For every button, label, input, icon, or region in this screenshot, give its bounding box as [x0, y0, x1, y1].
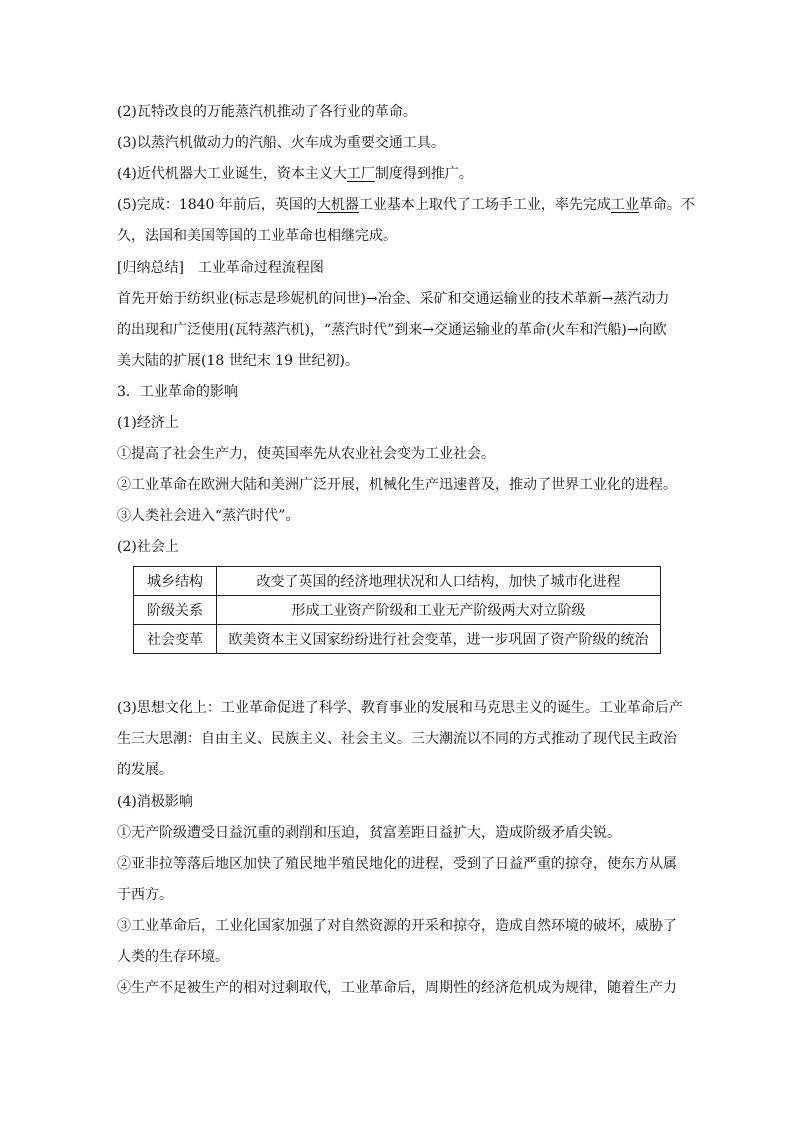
text-line: 首先开始于纺织业(标志是珍妮机的问世)→冶金、采矿和交通运输业的技术革新→蒸汽动力: [117, 291, 670, 307]
text-line: (3)以蒸汽机做动力的汽船、火车成为重要交通工具。: [117, 135, 445, 151]
section-heading: 3．工业革命的影响: [117, 384, 238, 400]
text-line: 人类的生存环境。: [117, 949, 229, 965]
text-line: (3)思想文化上：工业革命促进了科学、教育事业的发展和马克思主义的诞生。工业革命后产: [117, 700, 683, 716]
underlined-term: 工业: [610, 197, 639, 213]
summary-heading: [归纳总结] 工业革命过程流程图: [117, 260, 324, 276]
text-line: 的发展。: [117, 762, 173, 778]
underlined-term: 大机器: [316, 197, 359, 213]
social-impact-table: [133, 566, 661, 654]
text-line: 美大陆的扩展(18 世纪末 19 世纪初)。: [117, 353, 359, 369]
table-cell-value: 改变了英国的经济地理状况和人口结构，加快了城市化进程: [217, 567, 661, 596]
text-segment: 工业基本上取代了工场手工业，率先完成: [358, 197, 611, 213]
text-line: (2)瓦特改良的万能蒸汽机推动了各行业的革命。: [117, 104, 417, 120]
text-line: [117, 164, 473, 184]
text-segment: 制度得到推广。: [374, 166, 473, 182]
table-row: [134, 567, 661, 596]
table-row: [134, 625, 661, 654]
text-line: ①提高了社会生产力，使英国率先从农业社会变为工业社会。: [117, 446, 495, 462]
text-line: 久，法国和美国等国的工业革命也相继完成。: [117, 228, 397, 244]
text-segment: (5)完成：1840 年前后，英国的: [117, 197, 317, 213]
text-line: [117, 195, 695, 215]
underlined-term: 工厂: [346, 166, 375, 182]
text-line: ④生产不足被生产的相对过剩取代，工业革命后，周期性的经济危机成为规律，随着生产力: [117, 980, 677, 996]
table-cell-key: 城乡结构: [134, 567, 217, 596]
text-line: 于西方。: [117, 887, 173, 903]
text-segment: (4)近代机器大工业诞生，资本主义大: [117, 166, 347, 182]
text-line: ①无产阶级遭受日益沉重的剥削和压迫，贫富差距日益扩大，造成阶级矛盾尖锐。: [117, 825, 621, 841]
text-line: ②亚非拉等落后地区加快了殖民地半殖民地化的进程，受到了日益严重的掠夺，使东方从属: [117, 856, 677, 872]
subheading: (4)消极影响: [117, 794, 193, 810]
table-cell-value: 形成工业资产阶级和工业无产阶级两大对立阶级: [217, 596, 661, 625]
text-line: ②工业革命在欧洲大陆和美洲广泛开展，机械化生产迅速普及，推动了世界工业化的进程。: [117, 477, 677, 493]
table-row: [134, 596, 661, 625]
text-line: ③工业革命后，工业化国家加强了对自然资源的开采和掠夺，造成自然环境的破坏，威胁了: [117, 918, 677, 934]
text-line: 的出现和广泛使用(瓦特蒸汽机)，“蒸汽时代”到来→交通运输业的革命(火车和汽船)→向欧: [117, 322, 667, 338]
text-line: ③人类社会进入“蒸汽时代”。: [117, 508, 300, 524]
table-cell-key: 社会变革: [134, 625, 217, 654]
text-line: 生三大思潮：自由主义、民族主义、社会主义。三大潮流以不同的方式推动了现代民主政治: [117, 731, 677, 747]
text-segment: 革命。不: [638, 197, 695, 213]
table-cell-value: 欧美资本主义国家纷纷进行社会变革，进一步巩固了资产阶级的统治: [217, 625, 661, 654]
subheading: (1)经济上: [117, 415, 179, 431]
table-cell-key: 阶级关系: [134, 596, 217, 625]
subheading: (2)社会上: [117, 539, 179, 555]
